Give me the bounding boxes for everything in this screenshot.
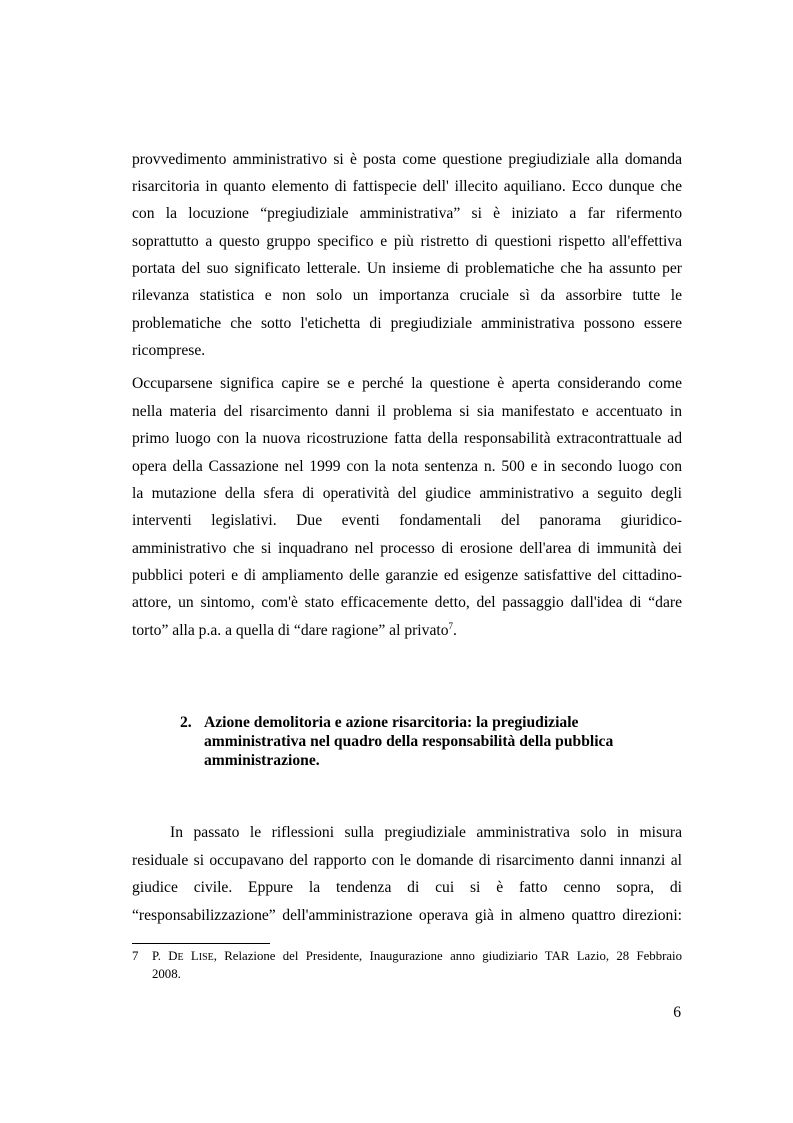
body-line: pubblici poteri e di ampliamento delle garanzie ed esigenze satisfattive del cittadino- <box>132 567 682 584</box>
footnote-text-continued: 2008. <box>152 967 181 981</box>
body-line-with-footnote <box>132 621 682 641</box>
footnote-citation: , Relazione del Presidente, Inaugurazione anno giudiziario TAR Lazio, 28 Febbraio <box>213 949 682 963</box>
page-number: 6 <box>673 1004 681 1021</box>
body-line: la mutazione della sfera di operatività del giudice amministrativo a seguito degli <box>132 485 682 502</box>
body-line: giudice civile. Eppure la tendenza di cui si è fatto cenno sopra, di <box>132 879 682 896</box>
footnote-number: 7 <box>132 949 139 963</box>
body-line: rilevanza statistica e non solo un importanza cruciale sì da assorbire tutte le <box>132 287 682 304</box>
body-line: amministrativo che si inquadrano nel processo di erosione dell'area di immunità dei <box>132 540 682 557</box>
body-line: attore, un sintomo, com'è stato efficacemente detto, del passaggio dall'idea di “dare <box>132 594 682 611</box>
body-line: residuale si occupavano del rapporto con le domande di risarcimento danni innanzi al <box>132 852 682 869</box>
section-title <box>204 713 684 770</box>
body-line: Occuparsene significa capire se e perché la questione è aperta considerando come <box>132 375 682 392</box>
period: . <box>453 622 457 639</box>
body-line-text: torto” alla p.a. a quella di “dare ragione” al privato <box>132 622 449 639</box>
body-line: interventi legislativi. Due eventi fondamentali del panorama giuridico- <box>132 512 682 529</box>
body-line: “responsabilizzazione” dell'amministrazione operava già in almeno quattro direzioni: <box>132 907 682 924</box>
body-line: In passato le riflessioni sulla pregiudiziale amministrativa solo in misura <box>170 824 682 841</box>
footnote-author: P. DE LISE <box>152 949 214 963</box>
section-number: 2. <box>180 714 192 731</box>
body-line: problematiche che sotto l'etichetta di pregiudiziale amministrativa possono essere <box>132 315 682 332</box>
footnote-separator <box>132 943 270 944</box>
body-line: portata del suo significato letterale. Un insieme di problematiche che ha assunto per <box>132 260 682 277</box>
body-line: opera della Cassazione nel 1999 con la nota sentenza n. 500 e in secondo luogo con <box>132 458 682 475</box>
body-line: con la locuzione “pregiudiziale amministrativa” si è iniziato a far rifermento <box>132 205 682 222</box>
body-line: nella materia del risarcimento danni il problema si sia manifestato e accentuato in <box>132 403 682 420</box>
body-line: risarcitoria in quanto elemento di fattispecie dell' illecito aquiliano. Ecco dunque che <box>132 178 682 195</box>
section-title-line: amministrazione. <box>204 752 320 769</box>
body-line: ricomprese. <box>132 342 206 359</box>
footnote-text <box>152 948 682 966</box>
section-title-line: amministrativa nel quadro della responsabilità della pubblica <box>204 733 614 750</box>
footnote-reference[interactable]: 7 <box>448 621 453 631</box>
body-line: primo luogo con la nuova ricostruzione fatta della responsabilità extracontrattuale ad <box>132 430 682 447</box>
body-line: soprattutto a questo gruppo specifico e più ristretto di questioni rispetto all'effettiva <box>132 233 682 250</box>
section-title-line: Azione demolitoria e azione risarcitoria: la pregiudiziale <box>204 714 579 731</box>
body-line: provvedimento amministrativo si è posta come questione pregiudiziale alla domanda <box>132 151 682 168</box>
